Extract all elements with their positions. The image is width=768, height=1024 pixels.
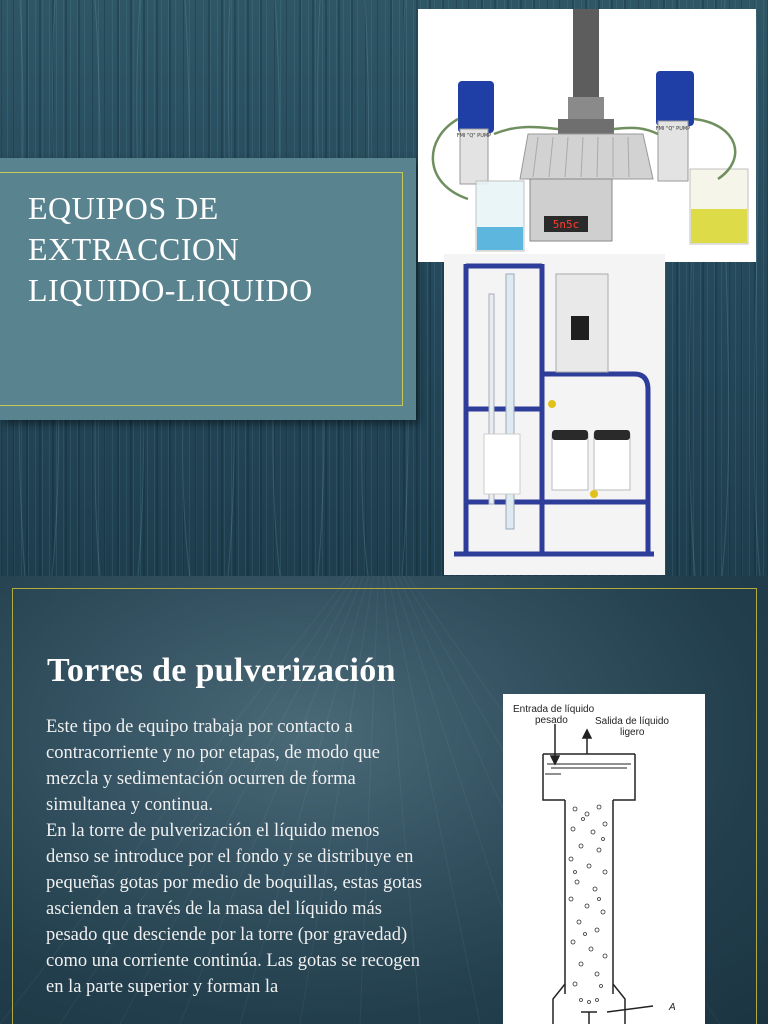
slide-2 <box>0 576 768 1024</box>
label-light-outlet: Salida de líquido ligero <box>595 716 669 738</box>
label-heavy-inlet: Entrada de líquido pesado <box>513 704 595 726</box>
photo-extraction-pumps <box>418 9 756 262</box>
slide-title <box>28 188 313 311</box>
left-pump-label: FMI "Q" PUMP <box>456 133 492 139</box>
body-text <box>46 714 426 1000</box>
spray-tower-diagram <box>503 694 705 1024</box>
label-a: A <box>669 1002 676 1013</box>
photo-extraction-rig <box>444 254 665 575</box>
title-line-2: EXTRACCION <box>28 231 240 267</box>
section-title: Torres de pulverización <box>47 652 396 689</box>
display-readout: 5n5c <box>552 218 580 231</box>
title-line-1: EQUIPOS DE <box>28 190 219 226</box>
paragraph-1: Este tipo de equipo trabaja por contacto a contracorriente y no por etapas, de modo que mezcla y sedimentación ocurren de forma simultanea y continua. <box>46 717 380 815</box>
title-box <box>0 158 416 420</box>
right-pump-label: FMI "Q" PUMP <box>655 126 691 132</box>
title-line-3: LIQUIDO-LIQUIDO <box>28 272 313 308</box>
paragraph-2: En la torre de pulverización el líquido menos denso se introduce por el fondo y se distribuye en pequeñas gotas por medio de boquillas, estas gotas ascienden a través de la masa del líquido más pesado que desciende por la torre (por gravedad) como una corriente continúa. Las gotas se recogen en la parte superior y forman la <box>46 821 423 997</box>
